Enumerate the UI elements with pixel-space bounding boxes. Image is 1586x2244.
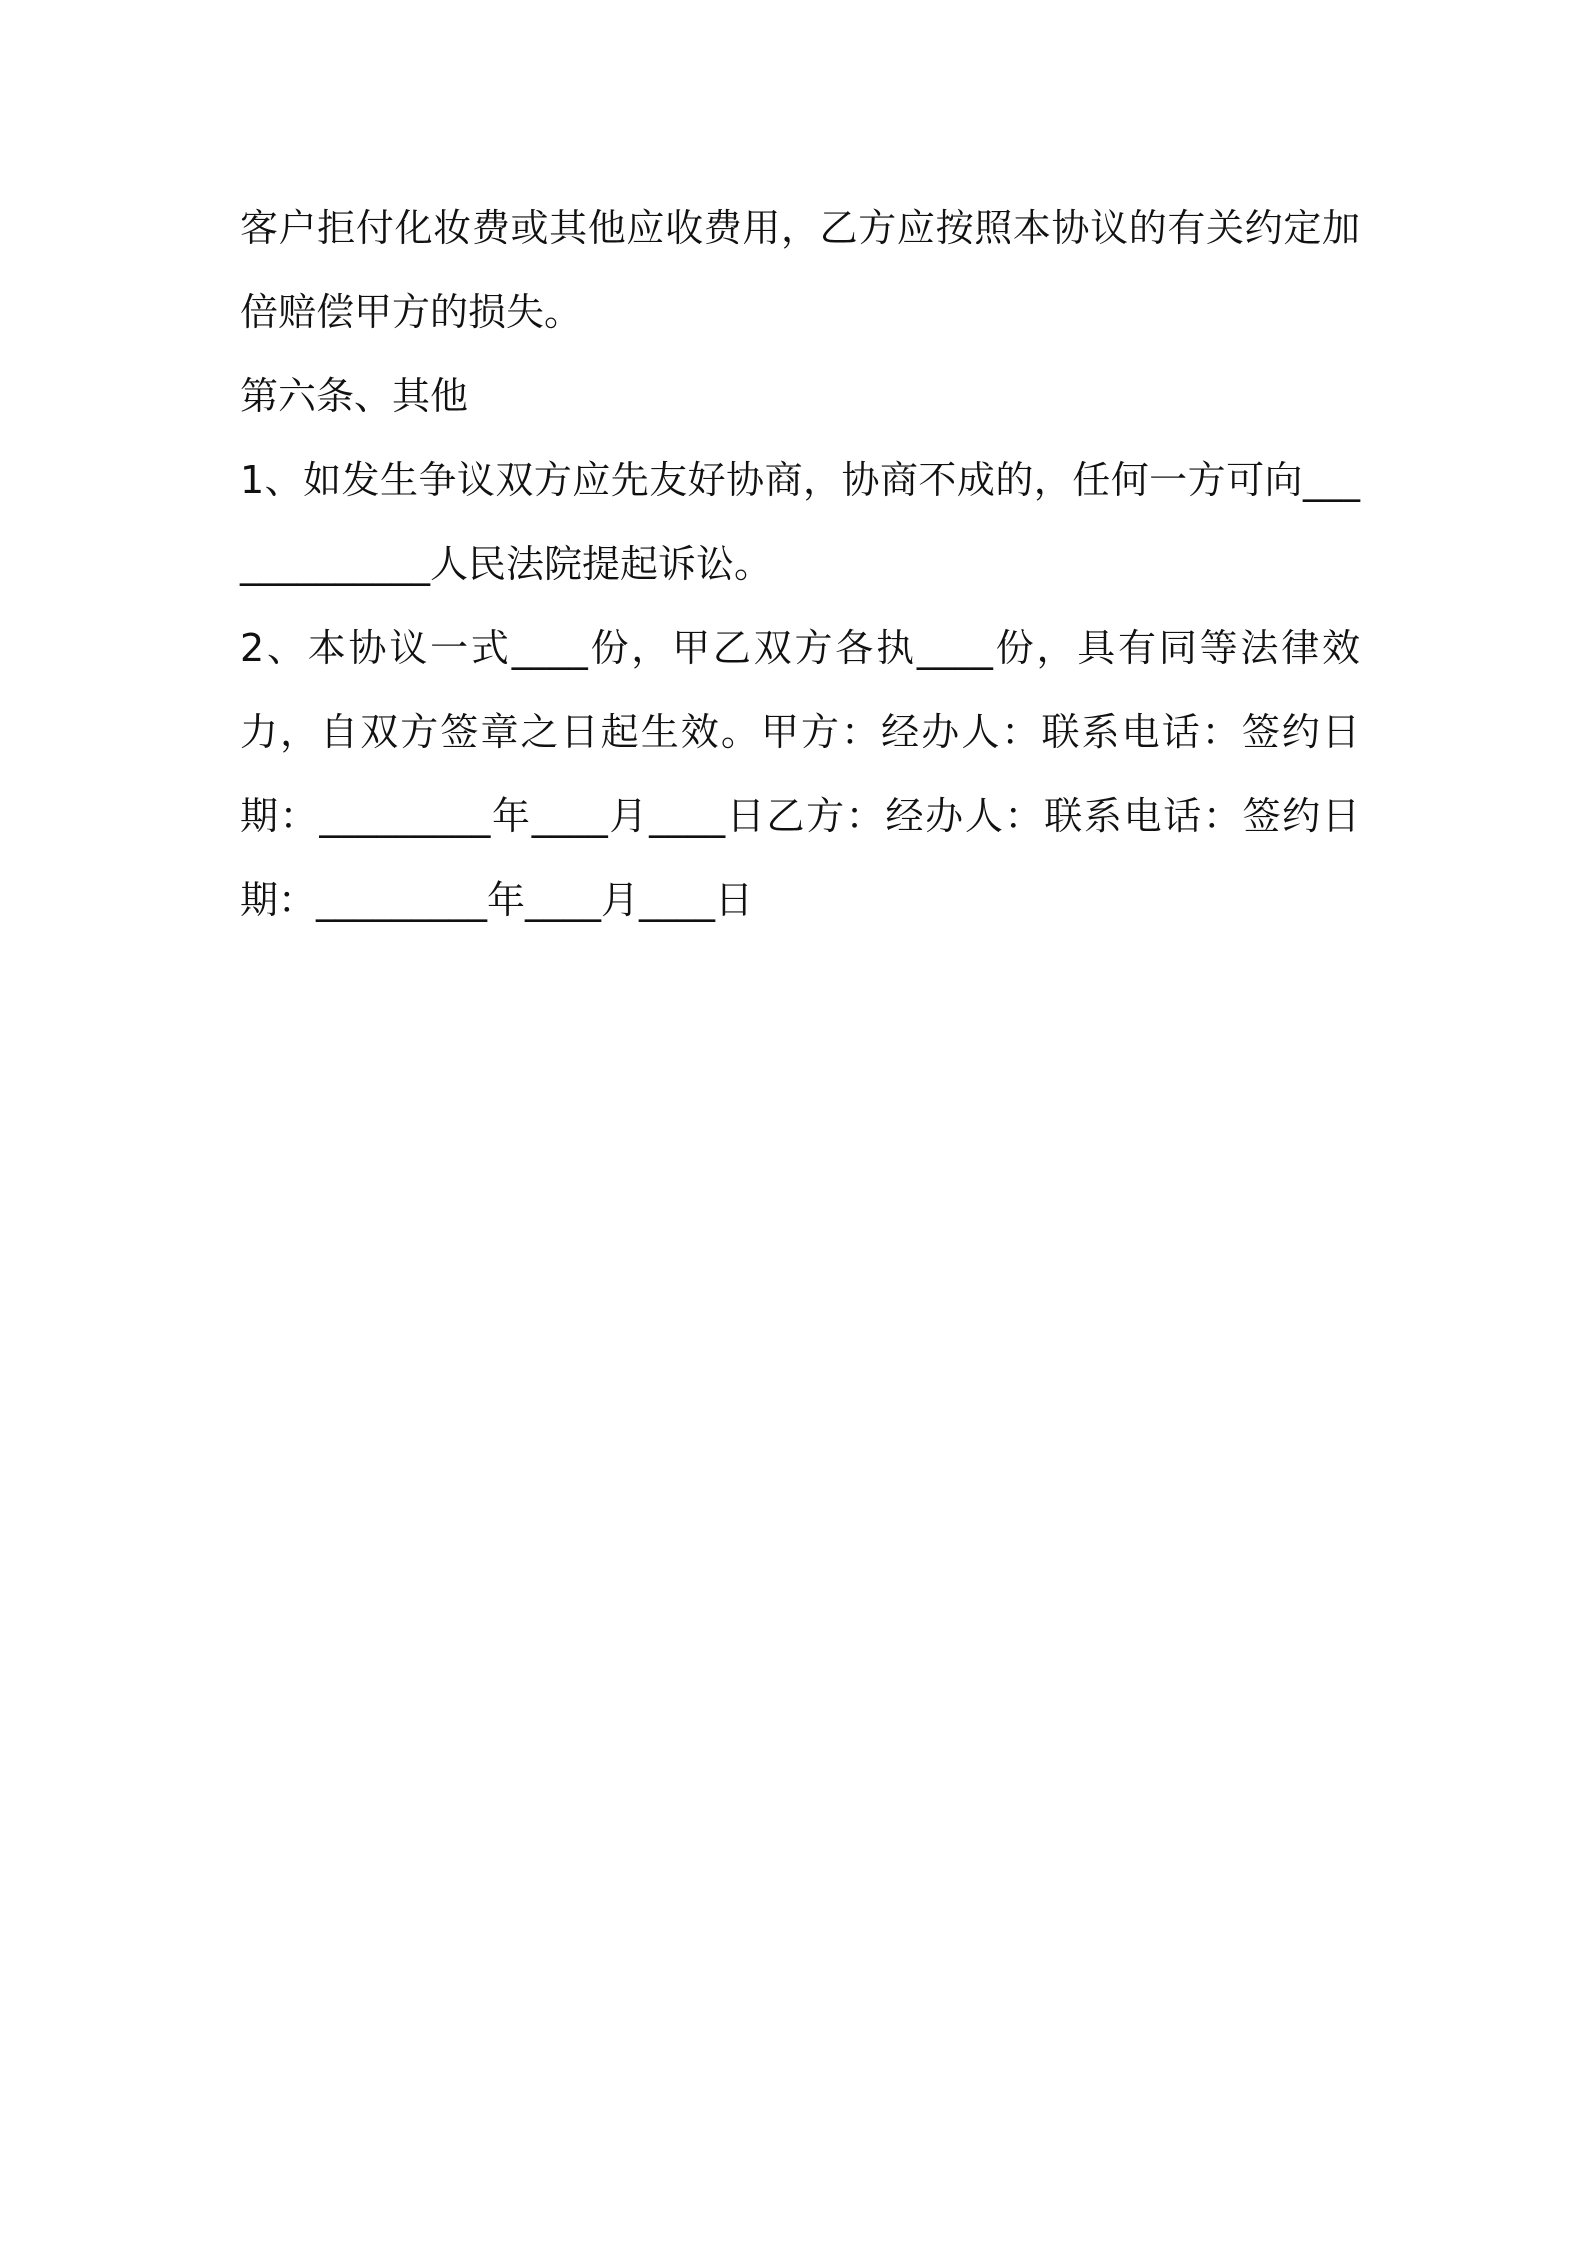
paragraph-compensation-clause: 客户拒付化妆费或其他应收费用，乙方应按照本协议的有关约定加倍赔偿甲方的损失。 xyxy=(240,206,1360,334)
section-heading-article-6: 第六条、其他 xyxy=(240,374,469,418)
paragraph-dispute-clause: 1、如发生争议双方应先友好协商，协商不成的，任何一方可向_____________人民法院提起诉讼。 xyxy=(240,458,1360,586)
document-body xyxy=(240,186,1360,942)
paragraph-copies-signature-clause: 2、本协议一式____份，甲乙双方各执____份，具有同等法律效力，自双方签章之日起生效。甲方：经办人：联系电话：签约日期：_________年____月____日乙方：经办人：联系电话：签约日期：_________年____月____日 xyxy=(240,626,1360,922)
